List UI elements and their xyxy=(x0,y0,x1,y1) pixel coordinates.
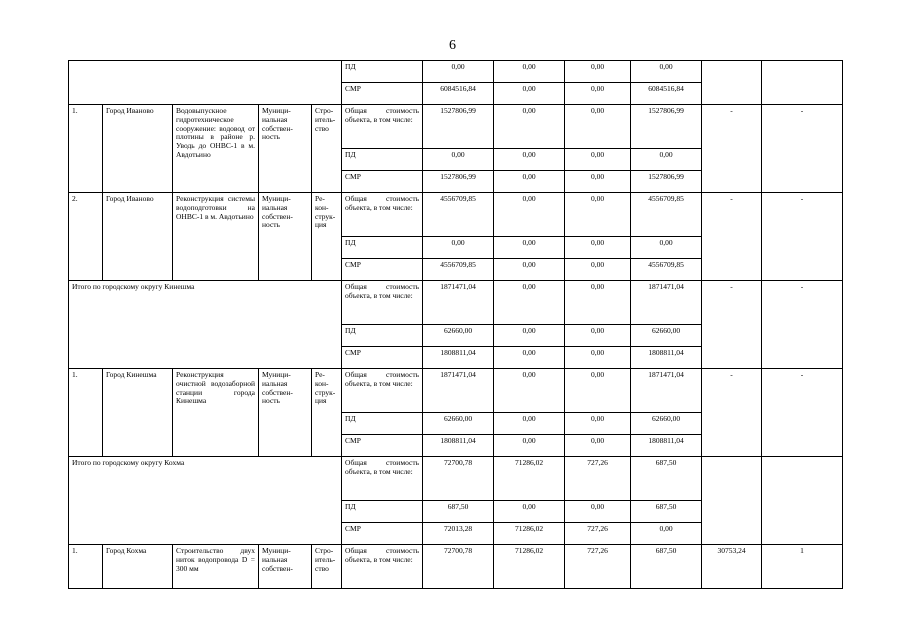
value-cell: 0,00 xyxy=(565,501,631,523)
value-cell: 687,50 xyxy=(631,501,702,523)
pd-label: ПД xyxy=(342,501,423,523)
work-type-cell: Стро-итель-ство xyxy=(312,105,342,193)
value-cell: 6084516,84 xyxy=(631,83,702,105)
table-row xyxy=(69,105,843,149)
value-cell: 1871471,04 xyxy=(631,281,702,325)
value-cell: 0,00 xyxy=(494,105,565,149)
row-number: 2. xyxy=(69,193,103,281)
value-cell: 0,00 xyxy=(494,83,565,105)
value-cell: 1527806,99 xyxy=(631,105,702,149)
value-cell: 0,00 xyxy=(565,413,631,435)
value-cell: 0,00 xyxy=(494,149,565,171)
pd-label: ПД xyxy=(342,149,423,171)
value-cell: 1871471,04 xyxy=(423,281,494,325)
value-cell: 0,00 xyxy=(565,237,631,259)
value-cell: 0,00 xyxy=(494,171,565,193)
value-cell: 0,00 xyxy=(565,325,631,347)
table-row xyxy=(69,545,843,589)
value-cell: 0,00 xyxy=(494,193,565,237)
work-type-cell: Стро-итель-ство xyxy=(312,545,342,589)
smr-label: СМР xyxy=(342,523,423,545)
value-cell: 0,00 xyxy=(631,237,702,259)
city-cell: Город Иваново xyxy=(103,105,173,193)
ownership-cell: Муници-иальная собствен- xyxy=(259,545,312,589)
pd-label: ПД xyxy=(342,61,423,83)
value-cell: 0,00 xyxy=(494,347,565,369)
city-cell: Город Кохма xyxy=(103,545,173,589)
table-row xyxy=(69,193,843,237)
value-cell: 0,00 xyxy=(631,523,702,545)
smr-label: СМР xyxy=(342,347,423,369)
table-row xyxy=(69,457,843,501)
row-number: 1. xyxy=(69,545,103,589)
value-cell: 0,00 xyxy=(565,83,631,105)
row-number: 1. xyxy=(69,369,103,457)
value-cell: 1871471,04 xyxy=(631,369,702,413)
value-cell: 0,00 xyxy=(494,259,565,281)
value-cell: 687,50 xyxy=(631,545,702,589)
value-cell: 727,26 xyxy=(565,457,631,501)
value-cell: 0,00 xyxy=(494,369,565,413)
pd-label: ПД xyxy=(342,413,423,435)
value-cell: 4556709,85 xyxy=(631,193,702,237)
value-cell: 0,00 xyxy=(423,149,494,171)
dash-cell: - xyxy=(702,105,762,193)
empty-cell xyxy=(762,61,843,105)
dash-cell: - xyxy=(762,105,843,193)
total-label: Общая стоимость объекта, в том числе: xyxy=(342,281,423,325)
value-cell: 0,00 xyxy=(423,237,494,259)
value-cell: 1808811,04 xyxy=(631,435,702,457)
value-cell: 0,00 xyxy=(565,193,631,237)
value-cell: 30753,24 xyxy=(702,545,762,589)
value-cell: 0,00 xyxy=(423,61,494,83)
value-cell: 0,00 xyxy=(565,347,631,369)
value-cell: 0,00 xyxy=(631,61,702,83)
pd-label: ПД xyxy=(342,325,423,347)
empty-cell xyxy=(702,61,762,105)
object-cell: Реконструкция системы водоподготовки на ОНВС-1 в м. Авдотьино xyxy=(173,193,259,281)
investment-table xyxy=(68,60,843,589)
total-label: Общая стоимость объекта, в том числе: xyxy=(342,457,423,501)
value-cell: 727,26 xyxy=(565,523,631,545)
value-cell: 0,00 xyxy=(494,281,565,325)
district-total-label: Итого по городскому округу Кохма xyxy=(69,457,342,545)
dash-cell: - xyxy=(702,281,762,369)
smr-label: СМР xyxy=(342,171,423,193)
row-number: 1. xyxy=(69,105,103,193)
value-cell: 71286,02 xyxy=(494,457,565,501)
ownership-cell: Муници-иальная собствен-ность xyxy=(259,369,312,457)
dash-cell: - xyxy=(762,369,843,457)
value-cell: 62660,00 xyxy=(631,413,702,435)
value-cell: 0,00 xyxy=(494,435,565,457)
dash-cell: - xyxy=(762,193,843,281)
value-cell: 4556709,85 xyxy=(631,259,702,281)
value-cell: 1527806,99 xyxy=(423,171,494,193)
value-cell: 62660,00 xyxy=(423,413,494,435)
value-cell: 1527806,99 xyxy=(631,171,702,193)
value-cell: 0,00 xyxy=(565,259,631,281)
value-cell: 6084516,84 xyxy=(423,83,494,105)
value-cell: 4556709,85 xyxy=(423,193,494,237)
value-cell: 0,00 xyxy=(494,501,565,523)
value-cell: 1 xyxy=(762,545,843,589)
empty-cell xyxy=(762,457,843,545)
dash-cell: - xyxy=(702,193,762,281)
value-cell: 0,00 xyxy=(494,325,565,347)
value-cell: 0,00 xyxy=(565,149,631,171)
value-cell: 71286,02 xyxy=(494,523,565,545)
district-total-label: Итого по городскому округу Кинешма xyxy=(69,281,342,369)
value-cell: 687,50 xyxy=(631,457,702,501)
table-row xyxy=(69,369,843,413)
empty-cell xyxy=(69,61,342,105)
value-cell: 72700,78 xyxy=(423,457,494,501)
pd-label: ПД xyxy=(342,237,423,259)
value-cell: 727,26 xyxy=(565,545,631,589)
smr-label: СМР xyxy=(342,83,423,105)
value-cell: 1871471,04 xyxy=(423,369,494,413)
value-cell: 0,00 xyxy=(565,435,631,457)
smr-label: СМР xyxy=(342,435,423,457)
value-cell: 72700,78 xyxy=(423,545,494,589)
smr-label: СМР xyxy=(342,259,423,281)
value-cell: 0,00 xyxy=(631,149,702,171)
work-type-cell: Ре-кон-струк-ция xyxy=(312,369,342,457)
object-cell: Реконструкция очистной водозаборной станции города Кинешма xyxy=(173,369,259,457)
total-label: Общая стоимость объекта, в том числе: xyxy=(342,545,423,589)
value-cell: 71286,02 xyxy=(494,545,565,589)
work-type-cell: Ре-кон-струк-ция xyxy=(312,193,342,281)
total-label: Общая стоимость объекта, в том числе: xyxy=(342,193,423,237)
value-cell: 0,00 xyxy=(565,171,631,193)
value-cell: 687,50 xyxy=(423,501,494,523)
empty-cell xyxy=(702,457,762,545)
value-cell: 4556709,85 xyxy=(423,259,494,281)
value-cell: 0,00 xyxy=(494,413,565,435)
value-cell: 0,00 xyxy=(565,61,631,83)
dash-cell: - xyxy=(762,281,843,369)
dash-cell: - xyxy=(702,369,762,457)
value-cell: 62660,00 xyxy=(631,325,702,347)
table-row xyxy=(69,61,843,83)
value-cell: 1808811,04 xyxy=(631,347,702,369)
ownership-cell: Муници-иальная собствен-ность xyxy=(259,193,312,281)
value-cell: 0,00 xyxy=(494,61,565,83)
total-label: Общая стоимость объекта, в том числе: xyxy=(342,105,423,149)
object-cell: Водовыпускное гидротехническое сооружение: водовод от плотины в районе р. Уводь до ОНВС-1 в м. Авдотьино xyxy=(173,105,259,193)
object-cell: Строительство двух ниток водопровода D = 300 мм xyxy=(173,545,259,589)
table-row xyxy=(69,281,843,325)
value-cell: 1808811,04 xyxy=(423,435,494,457)
page-number: 6 xyxy=(449,38,456,53)
city-cell: Город Кинешма xyxy=(103,369,173,457)
value-cell: 0,00 xyxy=(565,281,631,325)
total-label: Общая стоимость объекта, в том числе: xyxy=(342,369,423,413)
value-cell: 1527806,99 xyxy=(423,105,494,149)
value-cell: 0,00 xyxy=(565,105,631,149)
value-cell: 62660,00 xyxy=(423,325,494,347)
city-cell: Город Иваново xyxy=(103,193,173,281)
value-cell: 1808811,04 xyxy=(423,347,494,369)
value-cell: 0,00 xyxy=(494,237,565,259)
value-cell: 72013,28 xyxy=(423,523,494,545)
ownership-cell: Муници-иальная собствен-ность xyxy=(259,105,312,193)
value-cell: 0,00 xyxy=(565,369,631,413)
